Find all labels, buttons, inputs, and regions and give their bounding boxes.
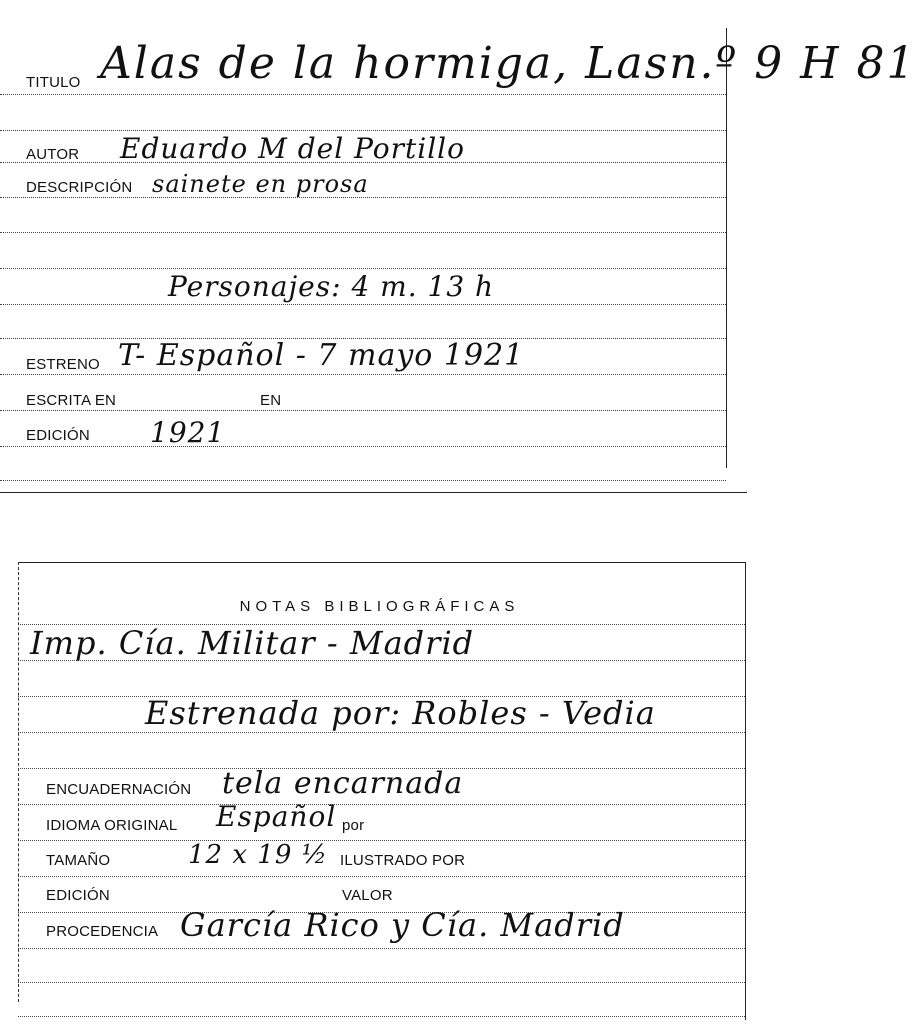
edicion-value: 1921 xyxy=(150,416,226,449)
ruled-line xyxy=(18,804,745,805)
tamano-label: TAMAÑO xyxy=(46,852,111,869)
valor-label: VALOR xyxy=(342,887,393,904)
descripcion-label: DESCRIPCIÓN xyxy=(26,179,133,196)
ruled-line xyxy=(0,410,726,411)
ruled-line xyxy=(0,232,726,233)
ruled-line xyxy=(0,268,726,269)
ruled-line xyxy=(0,94,726,95)
escrita-en-label: ESCRITA EN xyxy=(26,392,117,409)
encuadernacion-value: tela encarnada xyxy=(222,766,464,801)
ruled-line xyxy=(18,732,745,733)
autor-value: Eduardo M del Portillo xyxy=(120,132,465,165)
idioma-original-label: IDIOMA ORIGINAL xyxy=(46,817,178,834)
encuadernacion-label: ENCUADERNACIÓN xyxy=(46,781,192,798)
idioma-original-value: Español xyxy=(216,800,337,833)
procedencia-label: PROCEDENCIA xyxy=(46,923,159,940)
autor-label: AUTOR xyxy=(26,146,80,163)
catalog-card-bottom xyxy=(0,540,759,1028)
ruled-line xyxy=(18,948,745,949)
descripcion-value: sainete en prosa xyxy=(152,170,369,198)
en-label: EN xyxy=(260,392,282,409)
procedencia-value: García Rico y Cía. Madrid xyxy=(180,906,625,944)
ruled-line xyxy=(18,982,745,983)
notas-bibliograficas-heading: NOTAS BIBLIOGRÁFICAS xyxy=(239,598,520,615)
note-line-2: Estrenada por: Robles - Vedia xyxy=(145,694,656,732)
ruled-line xyxy=(18,840,745,841)
card-right-border xyxy=(745,562,746,1020)
tamano-value: 12 x 19 ½ xyxy=(188,840,328,870)
ruled-line xyxy=(0,130,726,131)
card-bottom-edge xyxy=(0,492,747,493)
titulo-label: TITULO xyxy=(26,74,81,91)
catalog-card-top xyxy=(0,0,917,495)
ruled-line xyxy=(18,1016,745,1017)
edicion-label: EDICIÓN xyxy=(26,427,90,444)
card-right-border xyxy=(726,28,727,468)
ruled-line xyxy=(0,480,726,481)
por-label: por xyxy=(342,817,365,834)
estreno-label: ESTRENO xyxy=(26,356,100,373)
ruled-line xyxy=(0,446,726,447)
note-line-1: Imp. Cía. Militar - Madrid xyxy=(30,624,475,662)
ruled-line xyxy=(0,374,726,375)
card-top-edge xyxy=(18,562,746,563)
titulo-value: Alas de la hormiga, Lasn.º 9 H 81 xyxy=(100,38,917,89)
edicion-label: EDICIÓN xyxy=(46,887,110,904)
ilustrado-por-label: ILUSTRADO POR xyxy=(340,852,466,869)
ruled-line xyxy=(18,876,745,877)
estreno-value: T- Español - 7 mayo 1921 xyxy=(118,338,525,373)
ruled-line xyxy=(0,304,726,305)
personajes-note: Personajes: 4 m. 13 h xyxy=(168,270,495,303)
card-left-border xyxy=(18,562,19,1002)
